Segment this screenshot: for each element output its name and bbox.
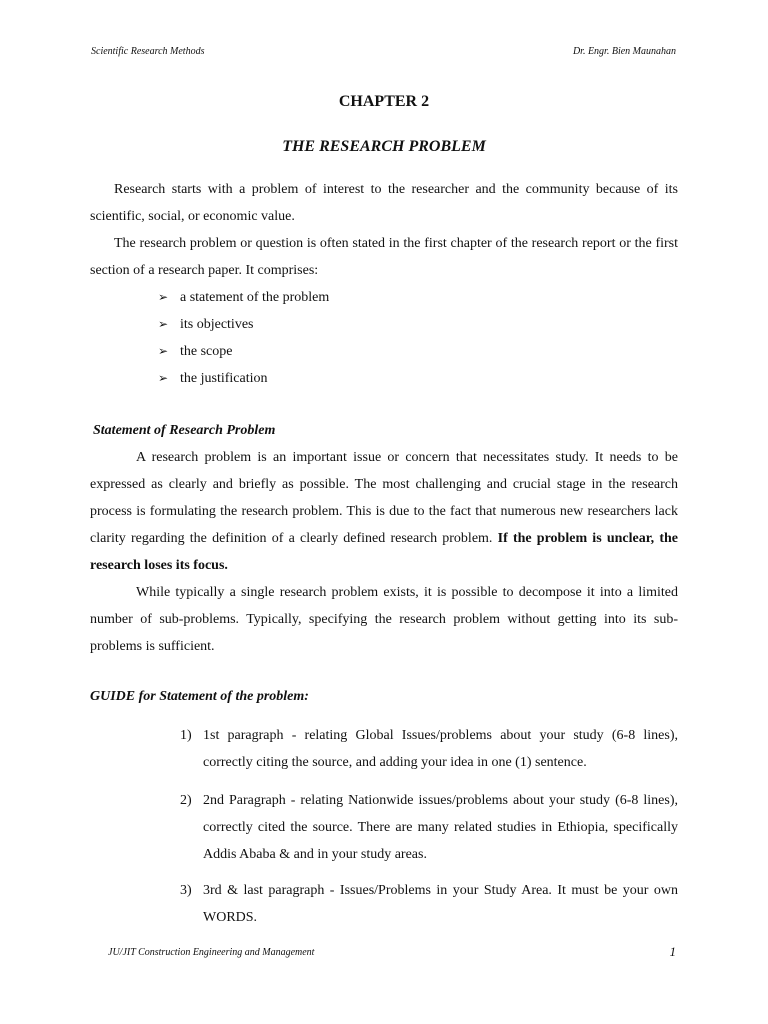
bullet-item: ➢ its objectives xyxy=(158,311,329,338)
bullet-item: ➢ the justification xyxy=(158,365,329,392)
bullet-item: ➢ the scope xyxy=(158,338,329,365)
arrow-bullet-icon: ➢ xyxy=(158,317,169,331)
intro-section xyxy=(90,176,678,284)
statement-section xyxy=(90,444,678,660)
bullet-item: ➢ a statement of the problem xyxy=(158,284,329,311)
section-heading-guide: GUIDE for Statement of the problem: xyxy=(90,689,309,704)
list-item-text: 2nd Paragraph - relating Nationwide issues/problems about your study (6-8 lines), correctly cited the source. There are many related studies in Ethiopia, specifically Addis Ababa & and in your study areas. xyxy=(203,793,678,862)
statement-paragraph-1: A research problem is an important issue or concern that necessitates study. It needs to be expressed as clearly and briefly as possible. The most challenging and crucial stage in the research process is formulating the research problem. This is due to the fact that numerous new researchers lack clarity regarding the definition of a clearly defined research problem. If the problem is unclear, the research loses its focus. xyxy=(90,450,679,573)
header-course-title: Scientific Research Methods xyxy=(91,46,205,57)
list-item-text: 1st paragraph - relating Global Issues/problems about your study (6-8 lines), correctly citing the source, and adding your idea in one (1) sentence. xyxy=(203,728,678,770)
chapter-heading: CHAPTER 2 xyxy=(338,93,430,110)
arrow-bullet-icon: ➢ xyxy=(158,290,169,304)
guide-list-item xyxy=(180,787,678,868)
list-item-text: 3rd & last paragraph - Issues/Problems in your Study Area. It must be your own WORDS. xyxy=(203,883,678,925)
section-heading-statement: Statement of Research Problem xyxy=(93,423,276,438)
intro-paragraph-1: Research starts with a problem of interest to the researcher and the community because of its scientific, social, or economic value. xyxy=(90,182,678,224)
page-number: 1 xyxy=(669,944,676,959)
statement-paragraph-2: While typically a single research problem exists, it is possible to decompose it into a limited number of sub-problems. Typically, specifying the research problem without getting into its sub-problems is sufficient. xyxy=(90,585,678,654)
chapter-title: THE RESEARCH PROBLEM xyxy=(282,138,486,155)
list-number: 3) xyxy=(180,883,192,898)
list-number: 2) xyxy=(180,793,192,808)
list-number: 1) xyxy=(180,728,192,743)
guide-list-item xyxy=(180,877,678,931)
intro-paragraph-2: The research problem or question is often stated in the first chapter of the research report or the first section of a research paper. It comprises: xyxy=(90,236,678,278)
bullet-list xyxy=(158,284,329,392)
arrow-bullet-icon: ➢ xyxy=(158,371,169,385)
guide-list-item xyxy=(180,722,678,776)
header-author: Dr. Engr. Bien Maunahan xyxy=(572,46,676,57)
arrow-bullet-icon: ➢ xyxy=(158,344,169,358)
emphasis-text: If the problem is unclear, the research loses its focus. xyxy=(90,531,679,573)
footer-institution: JU/JIT Construction Engineering and Management xyxy=(108,947,315,958)
